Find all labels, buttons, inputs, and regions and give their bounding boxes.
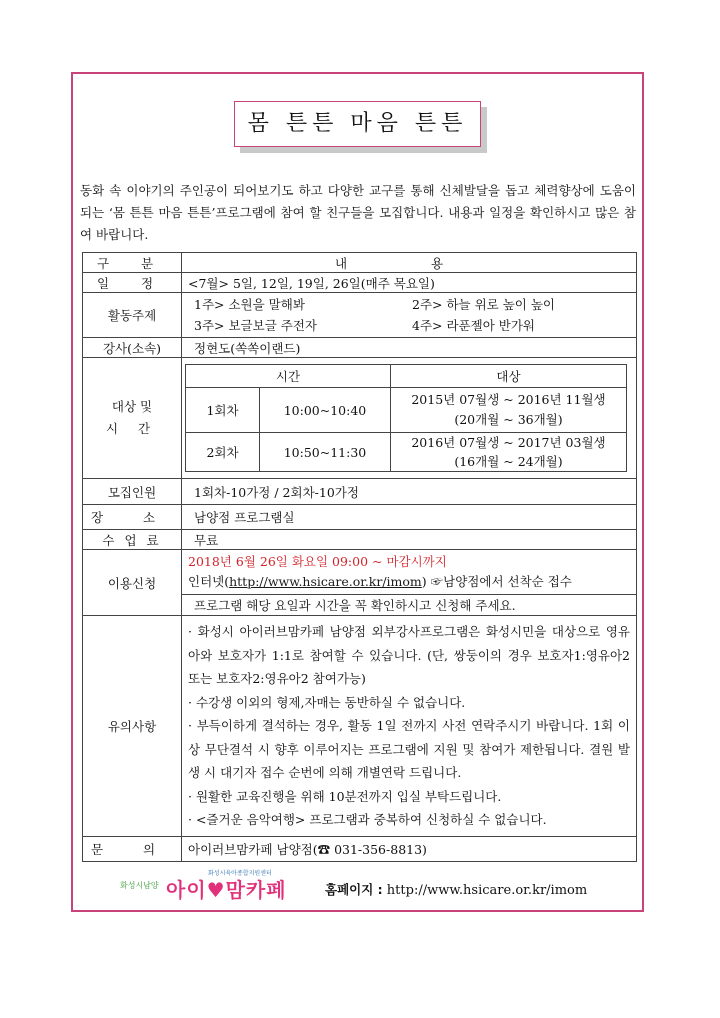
instructor-label: 강사(소속) — [83, 338, 182, 358]
fee-value: 무료 — [182, 530, 637, 550]
logo-small-text: 화성시남양 — [120, 881, 159, 890]
session-target — [391, 433, 627, 472]
table-row — [83, 550, 637, 595]
note-item: · 부득이하게 결석하는 경우, 활동 1일 전까지 사전 연락주시기 바랍니다. 1회 이상 무단결석 시 향후 이루어지는 프로그램에 지원 및 참여가 제한됩니다. 결원 발생 시 대기자 접수 순번에 의해 개별연락 드립니다. — [188, 718, 630, 780]
session-row — [186, 388, 627, 433]
page-title: 몸 튼튼 마음 튼튼 — [234, 101, 481, 147]
apply-url-link[interactable]: http://www.hsicare.or.kr/imom — [229, 574, 422, 589]
notes-label: 유의사항 — [83, 616, 182, 837]
inner-header-target: 대상 — [391, 365, 627, 388]
homepage-url[interactable]: http://www.hsicare.or.kr/imom — [386, 883, 588, 898]
place-label: 장 소 — [83, 505, 182, 530]
place-value: 남양점 프로그램실 — [182, 505, 637, 530]
program-table — [82, 252, 637, 862]
table-row — [83, 338, 637, 358]
apply-online-prefix: 인터넷( — [188, 574, 230, 589]
session-cell — [182, 358, 637, 479]
session-time: 10:00~10:40 — [260, 388, 391, 433]
topic-list — [182, 293, 637, 338]
intro-text: 동화 속 이야기의 주인공이 되어보기도 하고 다양한 교구를 통해 신체발달을 돕고 체력향상에 도움이 되는 ‘몸 튼튼 마음 튼튼’프로그램에 참여 할 친구들을 모집합니다. 내용과 일정을 확인하시고 많은 참여 바랍니다. — [80, 183, 636, 242]
apply-date: 2018년 6월 26일 화요일 09:00 ~ 마감시까지 — [188, 554, 447, 569]
homepage-line — [325, 880, 587, 898]
session-target-range: 2016년 07월생 ~ 2017년 03월생 — [411, 435, 606, 450]
table-row — [83, 479, 637, 505]
schedule-value: <7월> 5일, 12일, 19일, 26일(매주 목요일) — [182, 273, 637, 293]
topic-item: 2주> 하늘 위로 높이 높이 — [412, 297, 555, 312]
session-target — [391, 388, 627, 433]
footer — [120, 870, 600, 902]
homepage-label: 홈페이지 : — [325, 882, 383, 897]
header-content: 내 용 — [182, 253, 637, 273]
apply-note: 프로그램 해당 요일과 시간을 꼭 확인하시고 신청해 주세요. — [182, 595, 637, 616]
table-row — [83, 616, 637, 837]
note-item: · 수강생 이외의 형제,자매는 동반하실 수 없습니다. — [188, 694, 466, 710]
header-category: 구 분 — [83, 253, 182, 273]
recruit-value: 1회차-10가정 / 2회차-10가정 — [182, 479, 637, 505]
note-item: · <즐거운 음악여행> 프로그램과 중복하여 신청하실 수 없습니다. — [188, 812, 547, 827]
note-item: · 원활한 교육진행을 위해 10분전까지 입실 부탁드립니다. — [188, 788, 502, 804]
inner-header-time: 시간 — [186, 365, 391, 388]
session-time: 10:50~11:30 — [260, 433, 391, 472]
cafe-logo: 아이♥맘카페 — [166, 878, 287, 902]
contact-value: 아이러브맘카페 남양점(☎ 031-356-8813) — [182, 836, 637, 861]
table-row — [83, 293, 637, 338]
table-row — [83, 273, 637, 293]
table-header-row — [83, 253, 637, 273]
target-label-line: 시 간 — [105, 421, 159, 436]
instructor-value: 정현도(쏙쏙이랜드) — [182, 338, 637, 358]
notes-list — [182, 616, 637, 837]
fee-label: 수 업 료 — [83, 530, 182, 550]
table-row — [83, 358, 637, 479]
topic-item: 1주> 소원을 말해봐 — [194, 297, 305, 312]
table-row — [83, 836, 637, 861]
apply-online — [188, 572, 630, 592]
contact-label: 문 의 — [83, 836, 182, 861]
session-target-range: 2015년 07월생 ~ 2016년 11월생 — [411, 392, 606, 407]
topic-item: 3주> 보글보글 주전자 — [194, 318, 317, 333]
target-label-line: 대상 및 — [111, 399, 153, 414]
topic-label: 활동주제 — [83, 293, 182, 338]
session-name: 2회차 — [186, 433, 260, 472]
session-table — [185, 364, 627, 472]
topic-item: 4주> 라푼젤아 반가워 — [412, 318, 535, 333]
logo-center-name: 화성시육아종합지원센터 — [208, 870, 272, 877]
apply-label: 이용신청 — [83, 550, 182, 616]
apply-online-suffix: ) ☞남양점에서 선착순 접수 — [421, 574, 572, 589]
target-time-label — [83, 358, 182, 479]
session-target-months: (16개월 ~ 24개월) — [454, 454, 563, 469]
schedule-label: 일 정 — [83, 273, 182, 293]
apply-cell — [182, 550, 637, 595]
table-row — [83, 530, 637, 550]
recruit-label: 모집인원 — [83, 479, 182, 505]
session-target-months: (20개월 ~ 36개월) — [454, 412, 563, 427]
table-row — [83, 505, 637, 530]
note-item: · 화성시 아이러브맘카페 남양점 외부강사프로그램은 화성시민을 대상으로 영유아와 보호자가 1:1로 참여할 수 있습니다. (단, 쌍둥이의 경우 보호자1:영유아2 또는 보호자2:영유아2 참여가능) — [188, 624, 630, 686]
session-row — [186, 433, 627, 472]
session-name: 1회차 — [186, 388, 260, 433]
